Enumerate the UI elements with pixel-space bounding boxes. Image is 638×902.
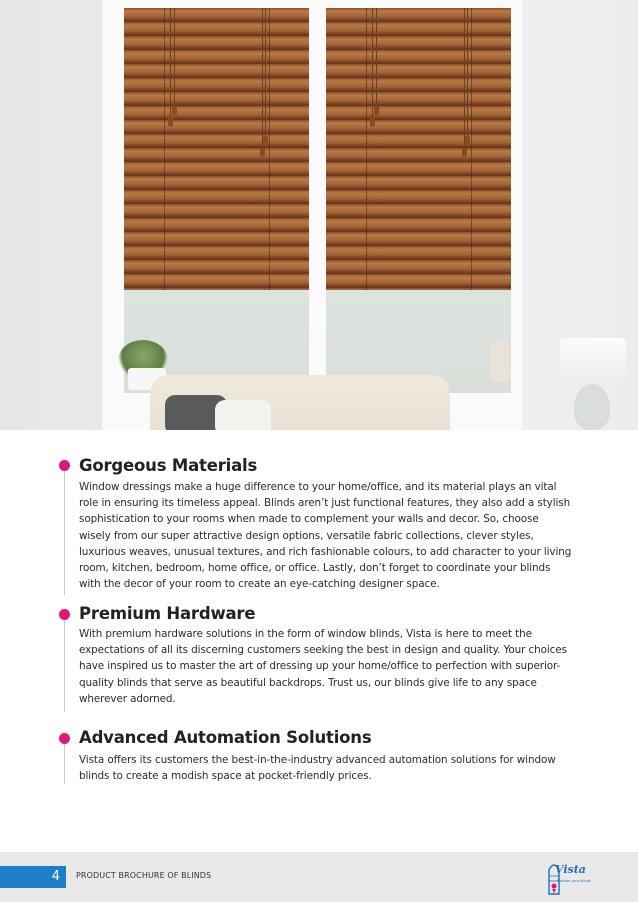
section-body-materials: Window dressings make a huge difference to your home/office, and its material plays an vital role in ensuring its timeless appeal. Blinds aren’t just functional features, they also add a stylish sophistication to your rooms when made to complement your walls and decor. So, choose wisely from our super attractive design options, versatile fabric collections, clever styles, luxurious weaves, unusual textures, and rich fashionable colours, to add character to your living room, kitchen, bedroom, home office, or office. Lastly, don’t forget to coordinate your blinds with the decor of your room to create an eye-catching designer space. [79, 481, 572, 591]
section-heading-hardware: Premium Hardware [79, 604, 256, 623]
cord-tassel [462, 148, 467, 157]
cord-tassel [168, 118, 173, 127]
logo-tagline: Fashion your blinds [557, 879, 591, 883]
pull-cord [372, 8, 373, 120]
bullet-dot-icon [59, 460, 70, 471]
cord-tassel [374, 106, 379, 115]
section-heading-automation: Advanced Automation Solutions [79, 728, 372, 747]
lamp-base [574, 384, 610, 430]
bullet-dot-icon [59, 733, 70, 744]
wooden-blind-right [326, 8, 511, 290]
cord-tassel [260, 148, 265, 157]
pull-cord [464, 8, 465, 150]
vase [490, 342, 510, 382]
section-rule [64, 620, 65, 712]
ladder-string [269, 8, 270, 290]
section-heading-materials: Gorgeous Materials [79, 456, 258, 475]
cord-tassel [465, 136, 470, 145]
pull-cord [467, 8, 468, 138]
ladder-string [164, 8, 165, 290]
pull-cord [265, 8, 266, 138]
section-body-automation: Vista offers its customers the best-in-the-industry advanced automation solutions for window blinds to create a modish space at pocket-friendly prices. [79, 754, 556, 783]
ladder-string [471, 8, 472, 290]
cord-tassel [172, 106, 177, 115]
section-body-hardware: With premium hardware solutions in the form of window blinds, Vista is here to meet the expectations of all its discerning customers seeking the best in design and quality. Your choices have inspired us to master the art of dressing up your home/office to perfection with superior-quality blinds that serve as beautiful backdrops. Trust us, our blinds give life to any space wherever adorned. [79, 628, 567, 705]
window-pane-right [326, 8, 511, 393]
lamp-shade [560, 338, 626, 386]
page-number: 4 [0, 866, 66, 888]
wooden-blind-left [124, 8, 309, 290]
footer-title: PRODUCT BROCHURE OF BLINDS [76, 871, 212, 880]
pull-cord [262, 8, 263, 150]
logo-text: Vista [555, 863, 586, 876]
hero-photo-wooden-blinds [0, 0, 638, 430]
pull-cord [376, 8, 377, 110]
pull-cord [170, 8, 171, 120]
section-rule [64, 744, 65, 784]
section-rule [64, 471, 65, 595]
bullet-dot-icon [59, 609, 70, 620]
cord-tassel [263, 136, 268, 145]
pull-cord [174, 8, 175, 110]
cord-tassel [370, 118, 375, 127]
ladder-string [366, 8, 367, 290]
window-pane-left [124, 8, 309, 393]
pillow-white [215, 400, 271, 430]
